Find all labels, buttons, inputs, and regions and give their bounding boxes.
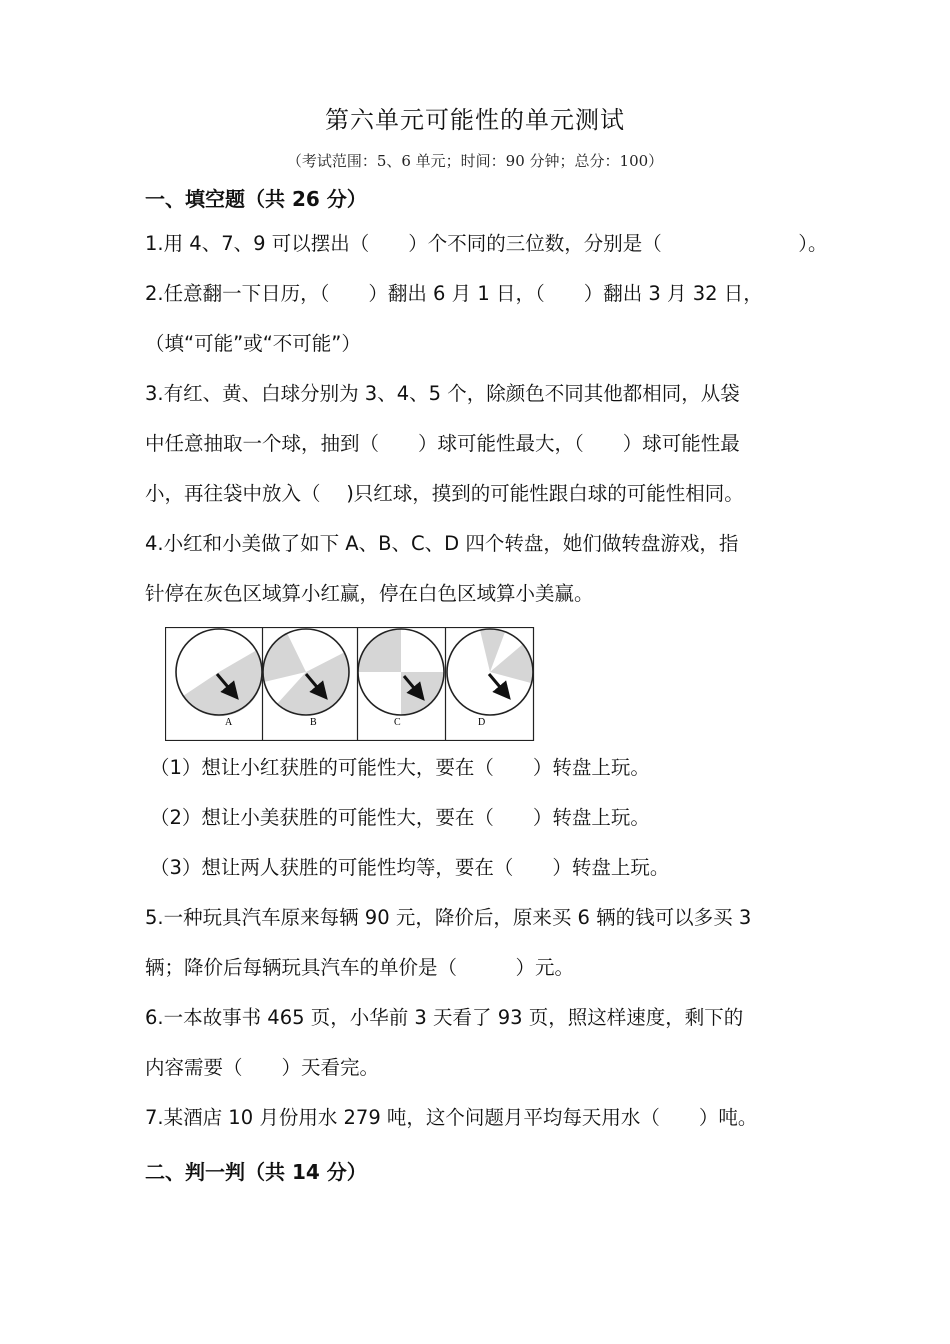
section-heading-fill-blank: 一、填空题（共 26 分） [145, 187, 367, 211]
spinners-figure [165, 627, 535, 741]
spinner-label-a: A [225, 717, 233, 728]
question-4-part-2: （2）想让小美获胜的可能性大，要在（ ）转盘上玩。 [150, 806, 650, 829]
page-title: 第六单元可能性的单元测试 [325, 106, 625, 134]
question-5-line-2: 辆；降价后每辆玩具汽车的单价是（ ）元。 [145, 956, 575, 979]
question-3-line-1: 3.有红、黄、白球分别为 3、4、5 个，除颜色不同其他都相同，从袋 [145, 382, 740, 405]
question-4-line-2: 针停在灰色区域算小红赢，停在白色区域算小美赢。 [145, 582, 594, 605]
question-4-part-3: （3）想让两人获胜的可能性均等，要在（ ）转盘上玩。 [150, 856, 670, 879]
spinner-c [358, 629, 444, 728]
question-7: 7.某酒店 10 月份用水 279 吨，这个问题月平均每天用水（ ）吨。 [145, 1106, 758, 1129]
spinner-b [263, 628, 349, 728]
question-2-line-2: （填“可能”或“不可能”） [145, 332, 361, 355]
question-4-line-1: 4.小红和小美做了如下 A、B、C、D 四个转盘，她们做转盘游戏，指 [145, 532, 739, 555]
spinner-label-d: D [478, 717, 486, 728]
section-heading-judge: 二、判一判（共 14 分） [145, 1160, 367, 1184]
question-4-part-1: （1）想让小红获胜的可能性大，要在（ ）转盘上玩。 [150, 756, 650, 779]
question-1: 1.用 4、7、9 可以摆出（ ）个不同的三位数，分别是（ ）。 [145, 232, 828, 255]
spinner-d [447, 629, 533, 728]
question-6-line-2: 内容需要（ ）天看完。 [145, 1056, 380, 1079]
question-3-line-3: 小，再往袋中放入（ )只红球，摸到的可能性跟白球的可能性相同。 [145, 482, 744, 505]
question-3-line-2: 中任意抽取一个球，抽到（ ）球可能性最大，（ ）球可能性最 [145, 432, 740, 455]
spinner-a [176, 629, 263, 728]
spinner-label-b: B [310, 717, 317, 728]
exam-info: （考试范围：5、6 单元；时间：90 分钟；总分：100） [286, 152, 664, 170]
spinner-label-c: C [394, 717, 401, 728]
question-6-line-1: 6.一本故事书 465 页，小华前 3 天看了 93 页，照这样速度，剩下的 [145, 1006, 744, 1029]
question-2-line-1: 2.任意翻一下日历，（ ）翻出 6 月 1 日，（ ）翻出 3 月 32 日， [145, 282, 763, 305]
question-5-line-1: 5.一种玩具汽车原来每辆 90 元，降价后，原来买 6 辆的钱可以多买 3 [145, 906, 752, 929]
